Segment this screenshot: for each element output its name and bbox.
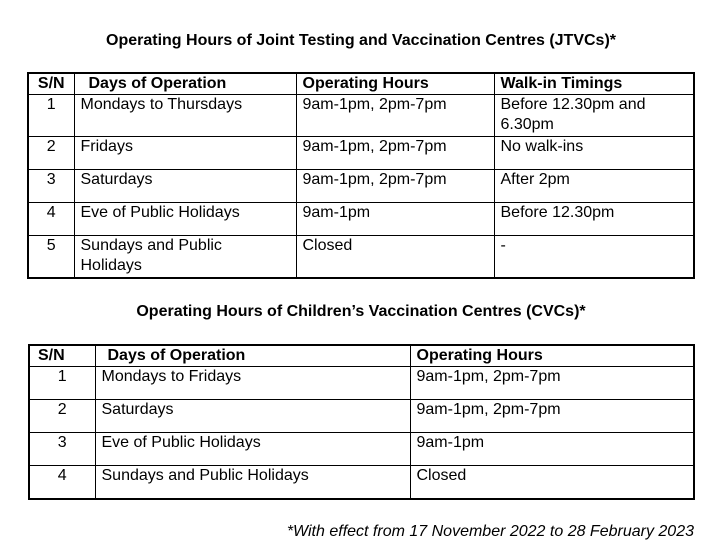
cvc-table-title: Operating Hours of Children’s Vaccination Centres (CVCs)*	[136, 303, 586, 320]
header-days: Days of Operation	[95, 345, 410, 367]
sn-cell: 4	[28, 203, 74, 236]
walkin-cell: After 2pm	[494, 170, 694, 203]
table-header-row	[29, 345, 694, 367]
jtvc-table-title: Operating Hours of Joint Testing and Vaccination Centres (JTVCs)*	[106, 32, 616, 49]
hours-cell: 9am-1pm, 2pm-7pm	[296, 137, 494, 170]
sn-cell: 2	[28, 137, 74, 170]
table-row	[28, 95, 694, 137]
days-cell: Mondays to Thursdays	[74, 95, 296, 137]
days-cell: Fridays	[74, 137, 296, 170]
header-walkin: Walk-in Timings	[494, 73, 694, 95]
table-row	[28, 203, 694, 236]
hours-cell: Closed	[410, 466, 694, 499]
hours-cell: 9am-1pm	[410, 433, 694, 466]
days-cell: Eve of Public Holidays	[95, 433, 410, 466]
days-cell: Mondays to Fridays	[95, 367, 410, 400]
sn-cell: 3	[29, 433, 95, 466]
days-cell: Eve of Public Holidays	[74, 203, 296, 236]
effective-date-footnote: *With effect from 17 November 2022 to 28 February 2023	[286, 523, 694, 540]
table-row	[28, 170, 694, 203]
jtvc-hours-table	[27, 72, 695, 279]
table-row	[29, 466, 694, 499]
days-cell: Saturdays	[95, 400, 410, 433]
table-row	[28, 137, 694, 170]
table-row	[28, 236, 694, 278]
sn-cell: 5	[28, 236, 74, 278]
header-sn: S/N	[29, 345, 95, 367]
days-cell: Saturdays	[74, 170, 296, 203]
days-cell: Sundays and Public Holidays	[74, 236, 296, 278]
sn-cell: 1	[28, 95, 74, 137]
hours-cell: 9am-1pm, 2pm-7pm	[296, 95, 494, 137]
header-hours: Operating Hours	[296, 73, 494, 95]
table-header-row	[28, 73, 694, 95]
walkin-cell: -	[494, 236, 694, 278]
sn-cell: 1	[29, 367, 95, 400]
table-row	[29, 400, 694, 433]
sn-cell: 4	[29, 466, 95, 499]
header-hours: Operating Hours	[410, 345, 694, 367]
hours-cell: 9am-1pm, 2pm-7pm	[296, 170, 494, 203]
days-cell: Sundays and Public Holidays	[95, 466, 410, 499]
cvc-hours-table	[28, 344, 695, 500]
hours-cell: Closed	[296, 236, 494, 278]
header-days: Days of Operation	[74, 73, 296, 95]
sn-cell: 3	[28, 170, 74, 203]
hours-cell: 9am-1pm, 2pm-7pm	[410, 367, 694, 400]
table-row	[29, 367, 694, 400]
header-sn: S/N	[28, 73, 74, 95]
hours-cell: 9am-1pm, 2pm-7pm	[410, 400, 694, 433]
sn-cell: 2	[29, 400, 95, 433]
walkin-cell: No walk-ins	[494, 137, 694, 170]
walkin-cell: Before 12.30pm and 6.30pm	[494, 95, 694, 137]
table-row	[29, 433, 694, 466]
walkin-cell: Before 12.30pm	[494, 203, 694, 236]
hours-cell: 9am-1pm	[296, 203, 494, 236]
